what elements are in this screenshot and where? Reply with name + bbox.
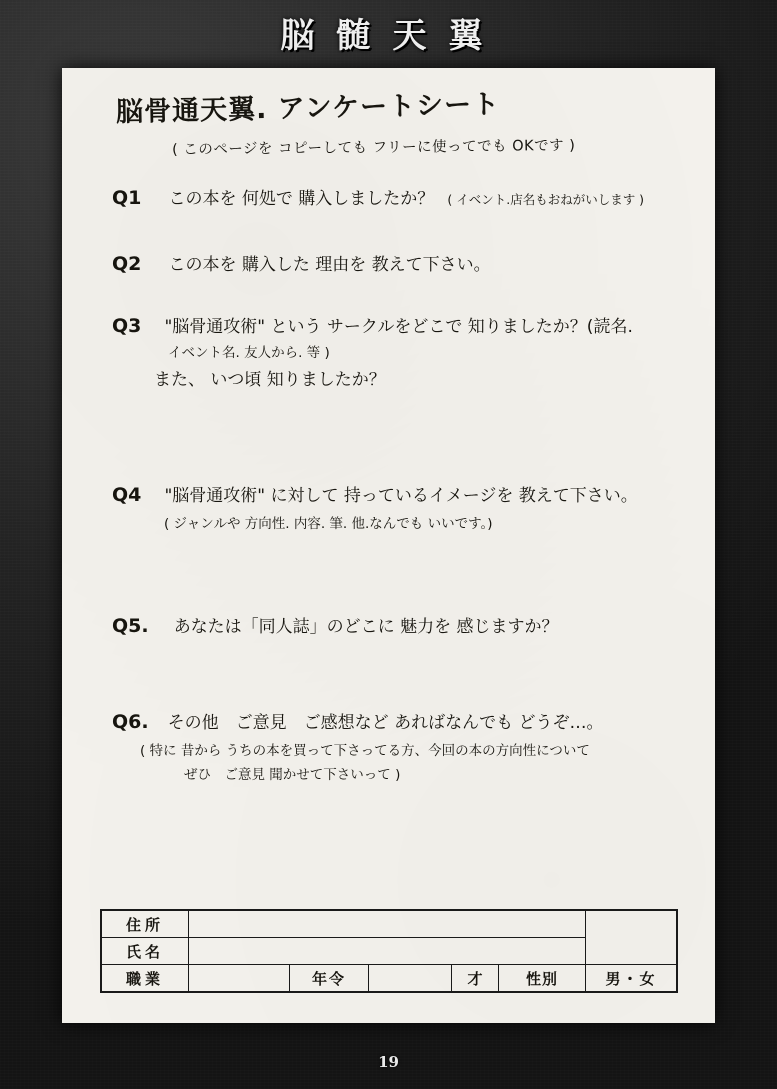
header-char-3: 天 <box>392 16 441 56</box>
table-row <box>101 938 677 965</box>
q4-text-1: "脳骨通攻術" に対して 持っているイメージを 教えて下さい。 <box>164 486 638 506</box>
form-input-occupation[interactable] <box>189 965 290 993</box>
header-char-4: 翼 <box>448 16 497 56</box>
q3-text-3: また、 いつ頃 知りましたか？ <box>154 370 386 390</box>
q6-text-3: ぜひ ご意見 聞かせて下さいって ) <box>184 767 401 783</box>
header-char-1: 脳 <box>280 16 329 56</box>
header-char-2: 髄 <box>336 16 385 56</box>
form-input-age[interactable] <box>369 965 452 993</box>
page-subtitle: ( このページを コピーしても フリーに使ってでも OKです ) <box>171 137 576 159</box>
question-q2 <box>112 250 491 275</box>
q6-text-2: ( 特に 昔から うちの本を買って下さってる方、今回の本の方向性について <box>140 743 590 759</box>
q6-text-1: その他 ご意見 ご感想など あればなんでも どうぞ…。 <box>167 713 604 733</box>
form-unit-age: 才 <box>452 965 499 993</box>
q2-label: Q2 <box>112 253 142 275</box>
q1-note: ( イベント.店名もおねがいします ) <box>447 192 645 207</box>
form-input-address[interactable] <box>189 910 586 938</box>
form-label-age: 年令 <box>290 965 369 993</box>
question-q5 <box>112 612 559 637</box>
q1-text: この本を 何処で 購入しましたか？ <box>168 189 435 209</box>
question-q4 <box>112 481 638 532</box>
page-number: 19 <box>378 1053 399 1071</box>
page-title: 脳骨通天翼. アンケートシート <box>115 88 501 129</box>
form-input-name[interactable] <box>189 938 586 965</box>
question-q1 <box>112 184 644 209</box>
questionnaire-sheet <box>62 68 715 1023</box>
q3-text-1: "脳骨通攻術" という サークルをどこで 知りましたか？(読名. <box>164 317 633 337</box>
book-header-title <box>0 8 777 57</box>
respondent-form-table <box>100 909 678 993</box>
q5-label: Q5. <box>112 615 149 637</box>
q4-text-2: ( ジャンルや 方向性. 内容. 筆. 他.なんでも いいです。) <box>164 516 493 532</box>
form-label-sex: 性別 <box>499 965 586 993</box>
form-label-address: 住所 <box>101 910 189 938</box>
form-label-occupation: 職業 <box>101 965 189 993</box>
sheet-grain <box>62 68 715 1023</box>
q3-label: Q3 <box>112 315 142 337</box>
question-q6 <box>112 708 604 783</box>
q4-label: Q4 <box>112 484 142 506</box>
form-input-sex[interactable]: 男・女 <box>586 965 678 993</box>
question-q3 <box>112 312 633 390</box>
form-label-name: 氏名 <box>101 938 189 965</box>
q5-text: あなたは「同人誌」のどこに 魅力を 感じますか？ <box>173 617 559 637</box>
table-row <box>101 910 677 938</box>
q1-label: Q1 <box>112 187 142 209</box>
q3-text-2: イベント名. 友人から. 等 ) <box>168 345 330 361</box>
q2-text: この本を 購入した 理由を 教えて下さい。 <box>168 255 491 275</box>
q6-label: Q6. <box>112 711 149 733</box>
table-row <box>101 965 677 993</box>
